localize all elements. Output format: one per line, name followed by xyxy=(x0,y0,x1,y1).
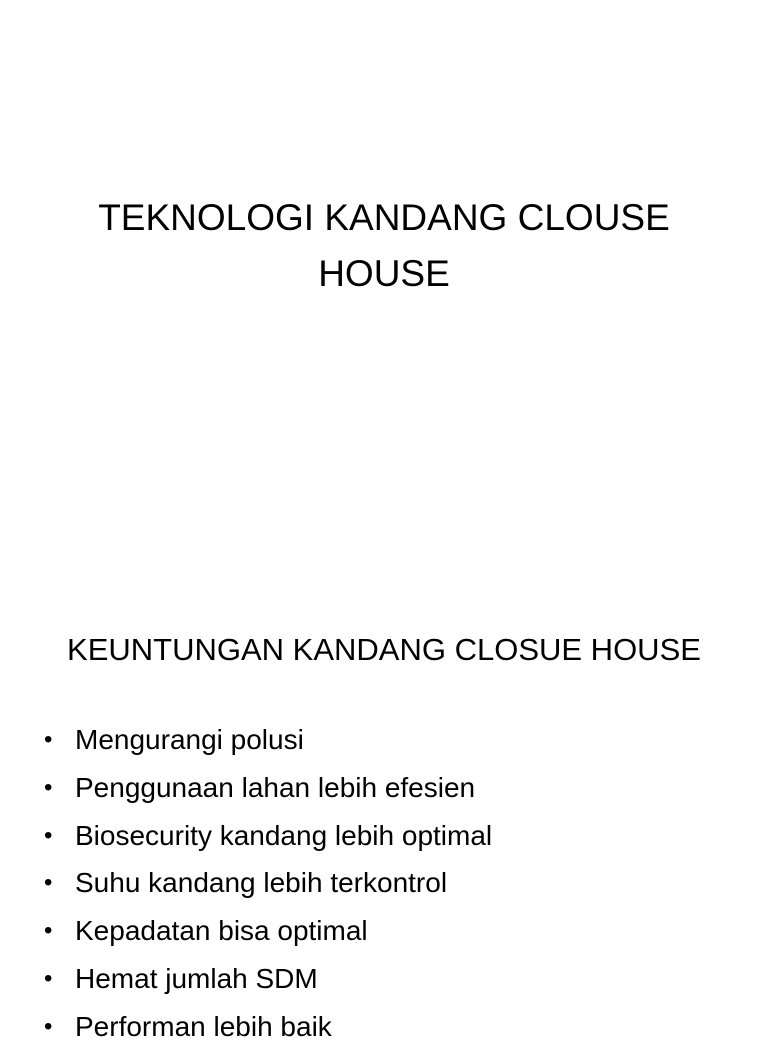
list-item xyxy=(44,764,492,812)
slide-1-title-line-2: HOUSE xyxy=(318,253,450,294)
list-item xyxy=(44,955,492,1003)
list-item-text: Performan lebih baik xyxy=(75,1010,332,1042)
bullet-icon: • xyxy=(44,1012,53,1040)
slide-1-title-line-1: TEKNOLOGI KANDANG CLOUSE xyxy=(98,197,670,238)
list-item xyxy=(44,812,492,860)
bullet-icon: • xyxy=(44,964,53,992)
list-item-text: Suhu kandang lebih terkontrol xyxy=(75,867,448,899)
bullet-icon: • xyxy=(44,726,53,753)
list-item-text: Penggunaan lahan lebih efesien xyxy=(75,771,476,803)
bullet-icon: • xyxy=(44,869,53,897)
list-item-text: Biosecurity kandang lebih optimal xyxy=(75,819,493,851)
bullet-icon: • xyxy=(44,821,53,849)
list-item xyxy=(44,907,492,955)
list-item-text: Hemat jumlah SDM xyxy=(75,962,318,994)
slide-2-title: KEUNTUNGAN KANDANG CLOSUE HOUSE xyxy=(67,632,701,667)
slide-1-title xyxy=(60,190,708,302)
list-item xyxy=(44,1003,492,1051)
list-item xyxy=(44,859,492,907)
bullet-list xyxy=(44,716,492,1051)
list-item xyxy=(44,716,492,764)
list-item-text: Mengurangi polusi xyxy=(75,724,304,755)
bullet-icon: • xyxy=(44,773,53,801)
slide-2 xyxy=(0,576,768,1042)
bullet-icon: • xyxy=(44,917,53,945)
list-item-text: Kepadatan bisa optimal xyxy=(75,915,368,947)
